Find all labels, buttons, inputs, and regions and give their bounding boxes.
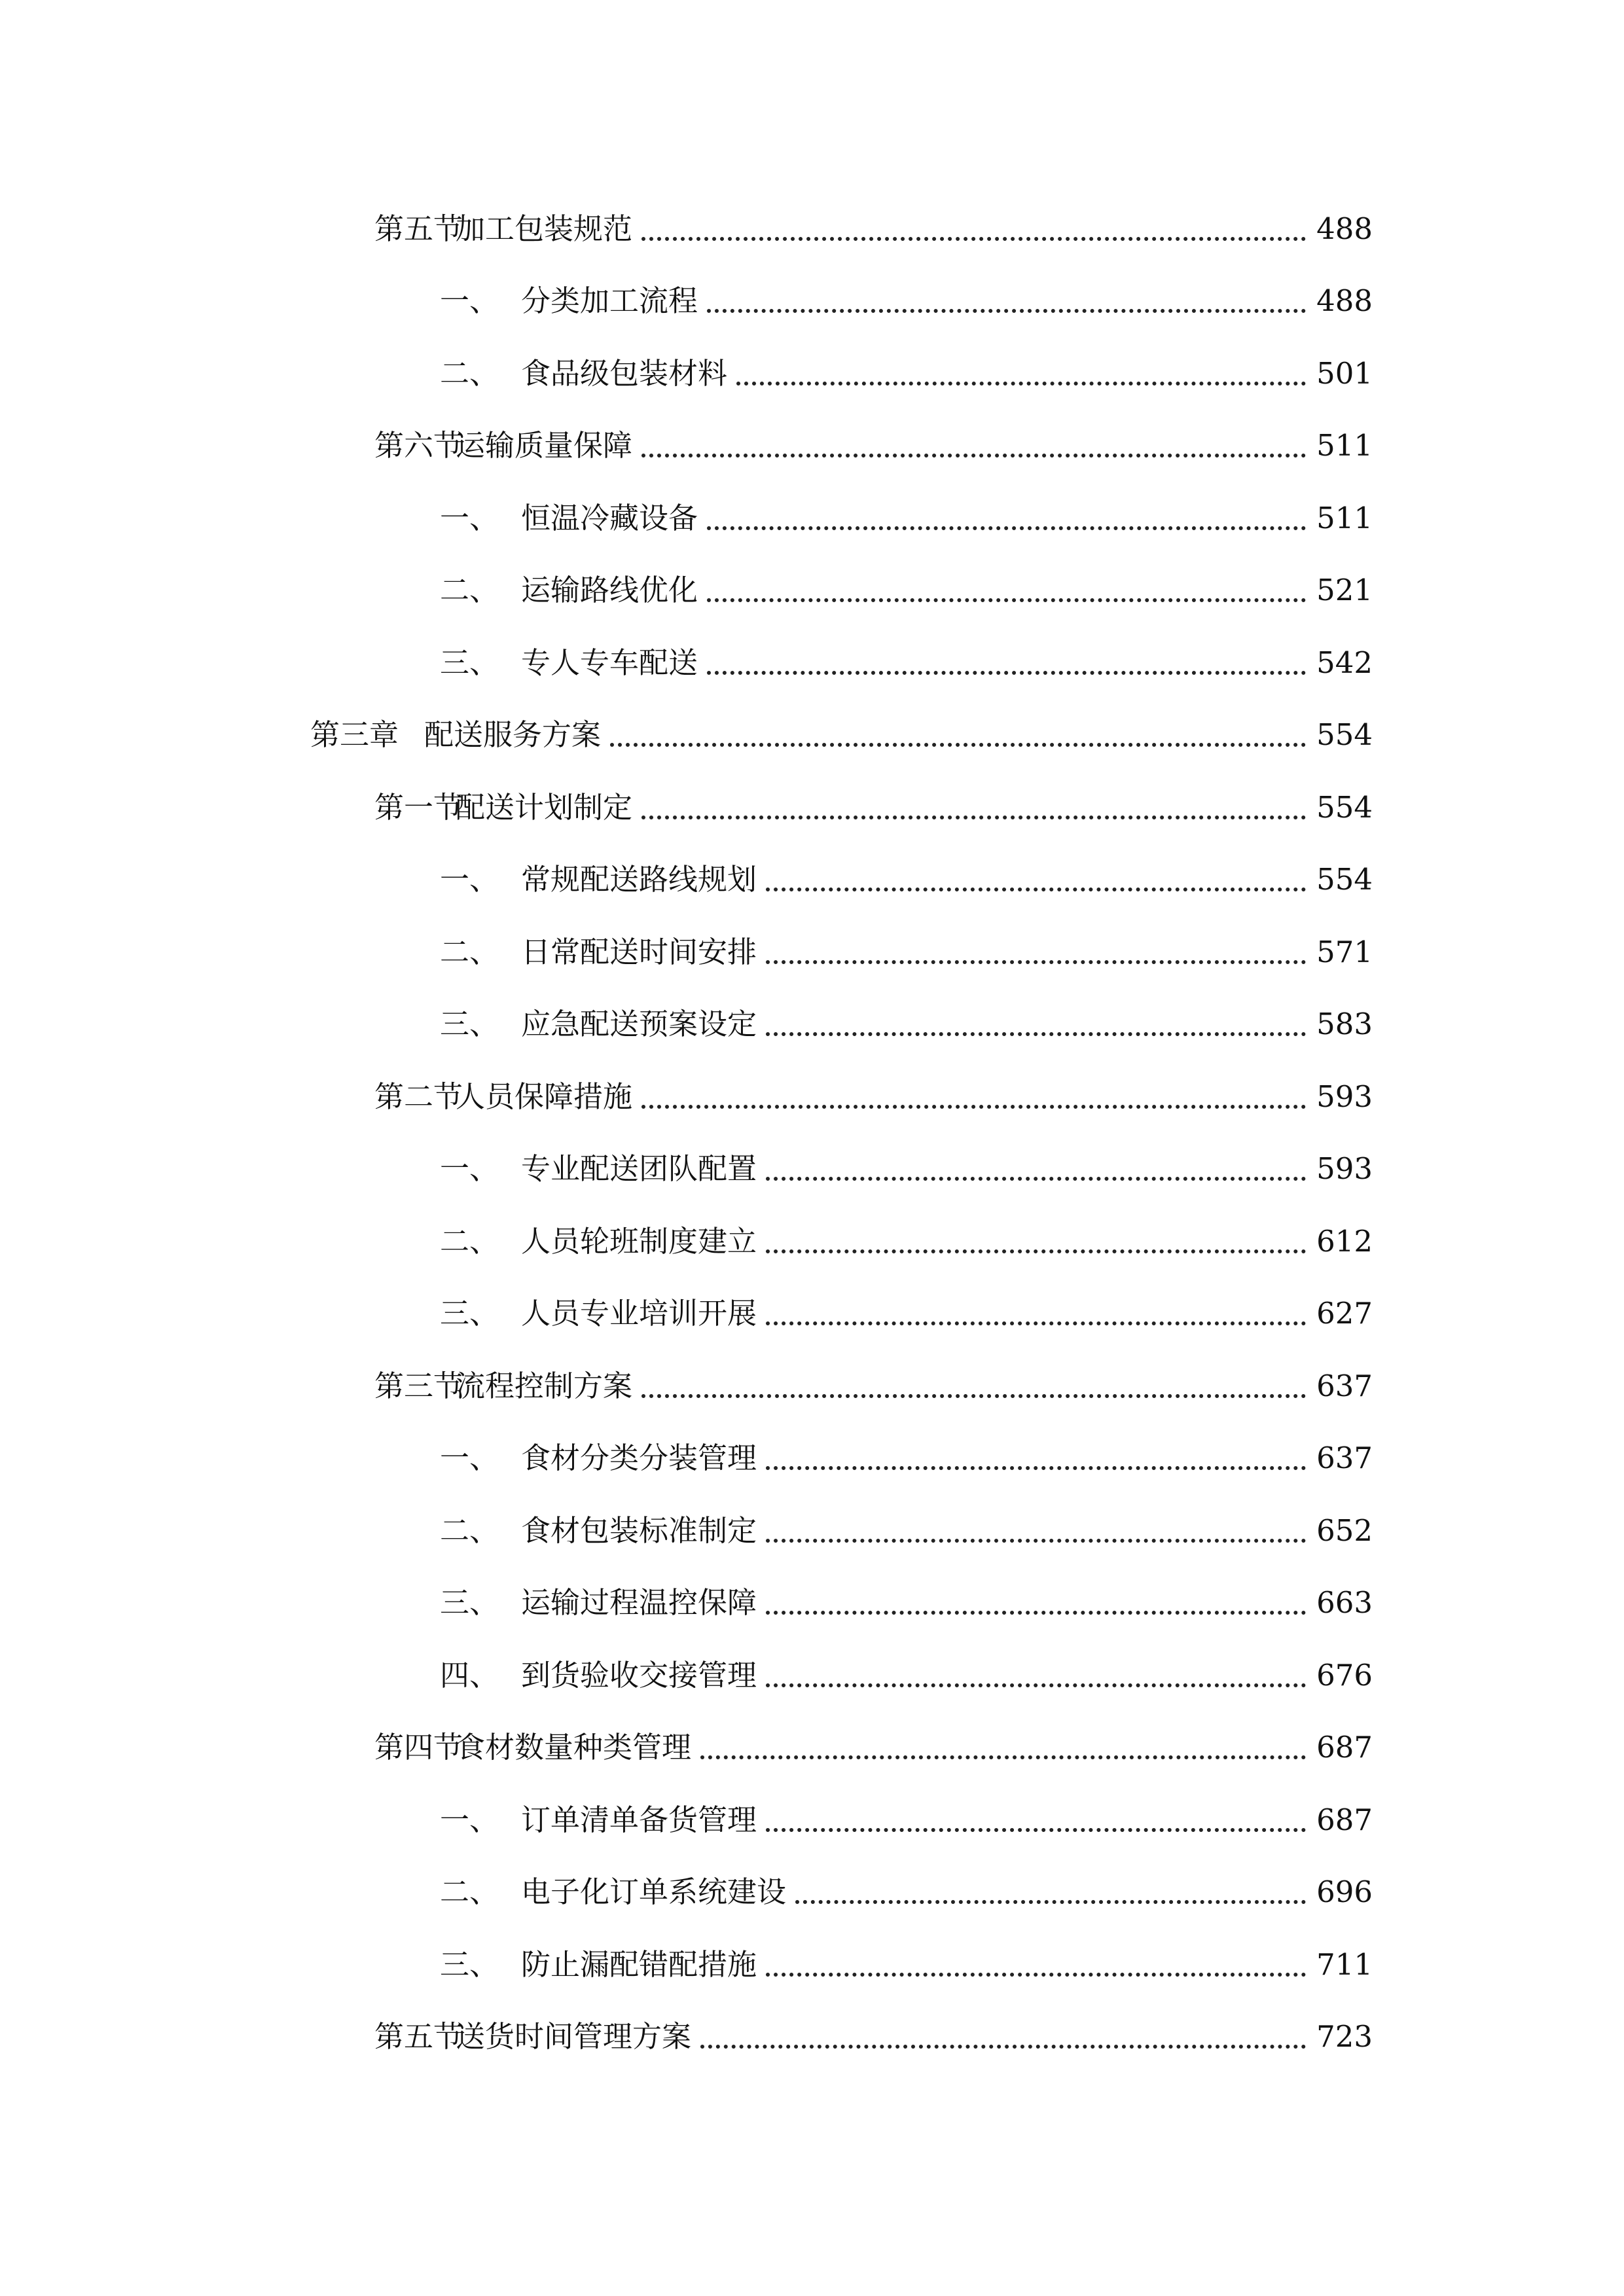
toc-leader-dots [766, 1249, 1306, 1253]
toc-leader-dots [766, 960, 1306, 964]
toc-entry-prefix: 第一节 [374, 790, 463, 825]
toc-leader-dots [641, 237, 1306, 241]
toc-entry-subsection[interactable] [440, 492, 1373, 545]
toc-entry-prefix: 第四节 [374, 1730, 463, 1765]
toc-page-number: 554 [1316, 862, 1373, 897]
toc-entry-title: 到货验收交接管理 [521, 1658, 757, 1693]
toc-page-number: 511 [1316, 428, 1373, 463]
toc-entry-subsection[interactable] [440, 1287, 1373, 1340]
toc-entry-title: 应急配送预案设定 [521, 1007, 757, 1041]
toc-entry-subsection[interactable] [440, 1939, 1373, 1991]
toc-page-number: 637 [1316, 1369, 1373, 1403]
toc-entry-subsection[interactable] [440, 1432, 1373, 1484]
toc-entry-title: 运输路线优化 [521, 573, 698, 607]
toc-page-number: 612 [1316, 1224, 1373, 1259]
toc-entry-section[interactable] [374, 203, 1373, 255]
toc-leader-dots [766, 1539, 1306, 1543]
toc-entry-subsection[interactable] [440, 1649, 1373, 1702]
toc-entry-prefix: 二、 [440, 573, 499, 607]
toc-entry-prefix: 三、 [440, 1296, 499, 1331]
toc-entry-prefix: 一、 [440, 1441, 499, 1475]
toc-leader-dots [766, 1828, 1306, 1832]
toc-page-number: 593 [1316, 1079, 1373, 1114]
toc-entry-title: 运输质量保障 [456, 428, 633, 463]
toc-entry-title: 订单清单备货管理 [521, 1803, 757, 1837]
toc-page-number: 687 [1316, 1803, 1373, 1837]
toc-entry-title: 送货时间管理方案 [456, 2019, 692, 2054]
toc-entry-title: 专业配送团队配置 [521, 1151, 757, 1186]
toc-entry-subsection[interactable] [440, 275, 1373, 327]
toc-entry-title: 日常配送时间安排 [521, 935, 757, 969]
toc-leader-dots [766, 888, 1306, 891]
toc-entry-prefix: 三、 [440, 1585, 499, 1620]
toc-entry-prefix: 三、 [440, 645, 499, 680]
toc-page-number: 627 [1316, 1296, 1373, 1331]
toc-entry-title: 运输过程温控保障 [521, 1585, 757, 1620]
toc-page-number: 488 [1316, 211, 1373, 246]
toc-entry-prefix: 一、 [440, 1803, 499, 1837]
toc-leader-dots [766, 1611, 1306, 1615]
toc-leader-dots [707, 309, 1306, 313]
toc-entry-title: 常规配送路线规划 [521, 862, 757, 897]
toc-page-number: 696 [1316, 1874, 1373, 1909]
toc-entry-subsection[interactable] [440, 1866, 1373, 1918]
toc-page-number: 723 [1316, 2019, 1373, 2054]
toc-entry-title: 食材包装标准制定 [521, 1513, 757, 1548]
toc-entry-subsection[interactable] [440, 1577, 1373, 1629]
toc-entry-subsection[interactable] [440, 853, 1373, 906]
toc-leader-dots [736, 382, 1306, 386]
toc-leader-dots [766, 1321, 1306, 1325]
toc-entry-title: 流程控制方案 [456, 1369, 633, 1403]
toc-leader-dots [641, 454, 1306, 457]
toc-entry-prefix: 第二节 [374, 1079, 463, 1114]
toc-entry-title: 恒温冷藏设备 [521, 501, 698, 535]
toc-leader-dots [700, 2045, 1306, 2049]
toc-page-number: 711 [1316, 1947, 1373, 1982]
toc-leader-dots [766, 1466, 1306, 1470]
toc-page-number: 488 [1316, 283, 1373, 318]
toc-page-number: 571 [1316, 935, 1373, 969]
toc-entry-prefix: 一、 [440, 862, 499, 897]
toc-entry-prefix: 第三节 [374, 1369, 463, 1403]
toc-page-number: 554 [1316, 790, 1373, 825]
toc-page-number: 583 [1316, 1007, 1373, 1041]
toc-page-number: 511 [1316, 501, 1373, 535]
toc-entry-section[interactable] [374, 420, 1373, 472]
toc-entry-section[interactable] [374, 781, 1373, 834]
toc-entry-prefix: 一、 [440, 501, 499, 535]
toc-entry-title: 食品级包装材料 [521, 356, 728, 391]
toc-entry-title: 分类加工流程 [521, 283, 698, 318]
toc-entry-title: 人员保障措施 [456, 1079, 633, 1114]
toc-entry-title: 食材数量种类管理 [456, 1730, 692, 1765]
toc-entry-prefix: 二、 [440, 356, 499, 391]
toc-leader-dots [641, 816, 1306, 819]
toc-entry-subsection[interactable] [440, 1215, 1373, 1268]
toc-leader-dots [766, 1973, 1306, 1977]
toc-leader-dots [707, 671, 1306, 675]
toc-page-number: 593 [1316, 1151, 1373, 1186]
toc-entry-title: 防止漏配错配措施 [521, 1947, 757, 1982]
toc-entry-title: 电子化订单系统建设 [521, 1874, 787, 1909]
toc-entry-prefix: 二、 [440, 935, 499, 969]
toc-entry-chapter[interactable] [310, 709, 1373, 761]
toc-entry-section[interactable] [374, 1721, 1373, 1774]
toc-entry-subsection[interactable] [440, 926, 1373, 978]
toc-leader-dots [641, 1105, 1306, 1109]
toc-entry-prefix: 二、 [440, 1874, 499, 1909]
toc-entry-title: 配送计划制定 [456, 790, 633, 825]
toc-entry-prefix: 二、 [440, 1224, 499, 1259]
toc-entry-prefix: 二、 [440, 1513, 499, 1548]
toc-entry-subsection[interactable] [440, 998, 1373, 1050]
toc-leader-dots [641, 1394, 1306, 1398]
toc-entry-subsection[interactable] [440, 637, 1373, 689]
toc-entry-title: 加工包装规范 [456, 211, 633, 246]
toc-page-number: 637 [1316, 1441, 1373, 1475]
toc-entry-prefix: 四、 [440, 1658, 499, 1693]
toc-entry-prefix: 第三章 [310, 717, 399, 752]
toc-entry-section[interactable] [374, 1071, 1373, 1123]
toc-entry-subsection[interactable] [440, 348, 1373, 400]
toc-page-number: 663 [1316, 1585, 1373, 1620]
toc-entry-prefix: 三、 [440, 1947, 499, 1982]
toc-entry-title: 人员轮班制度建立 [521, 1224, 757, 1259]
toc-page-number: 554 [1316, 717, 1373, 752]
toc-entry-prefix: 第五节 [374, 2019, 463, 2054]
toc-entry-title: 专人专车配送 [521, 645, 698, 680]
toc-entry-subsection[interactable] [440, 1505, 1373, 1557]
toc-entry-prefix: 第六节 [374, 428, 463, 463]
toc-entry-prefix: 一、 [440, 283, 499, 318]
toc-page-number: 687 [1316, 1730, 1373, 1765]
toc-entry-subsection[interactable] [440, 1143, 1373, 1195]
toc-entry-subsection[interactable] [440, 564, 1373, 617]
toc-page-number: 676 [1316, 1658, 1373, 1693]
toc-page-number: 542 [1316, 645, 1373, 680]
toc-leader-dots [700, 1755, 1306, 1759]
toc-entry-title: 人员专业培训开展 [521, 1296, 757, 1331]
toc-leader-dots [707, 598, 1306, 602]
toc-entry-section[interactable] [374, 2011, 1373, 2063]
toc-entry-prefix: 一、 [440, 1151, 499, 1186]
toc-leader-dots [795, 1900, 1306, 1904]
toc-entry-prefix: 第五节 [374, 211, 463, 246]
toc-leader-dots [766, 1177, 1306, 1181]
toc-leader-dots [766, 1032, 1306, 1036]
toc-leader-dots [610, 743, 1306, 747]
toc-page-number: 501 [1316, 356, 1373, 391]
toc-leader-dots [707, 526, 1306, 530]
toc-entry-subsection[interactable] [440, 1794, 1373, 1846]
toc-entry-title: 食材分类分装管理 [521, 1441, 757, 1475]
toc-leader-dots [766, 1683, 1306, 1687]
toc-entry-title: 配送服务方案 [424, 717, 602, 752]
toc-entry-section[interactable] [374, 1360, 1373, 1412]
toc-entry-prefix: 三、 [440, 1007, 499, 1041]
toc-page-number: 521 [1316, 573, 1373, 607]
toc-page-number: 652 [1316, 1513, 1373, 1548]
